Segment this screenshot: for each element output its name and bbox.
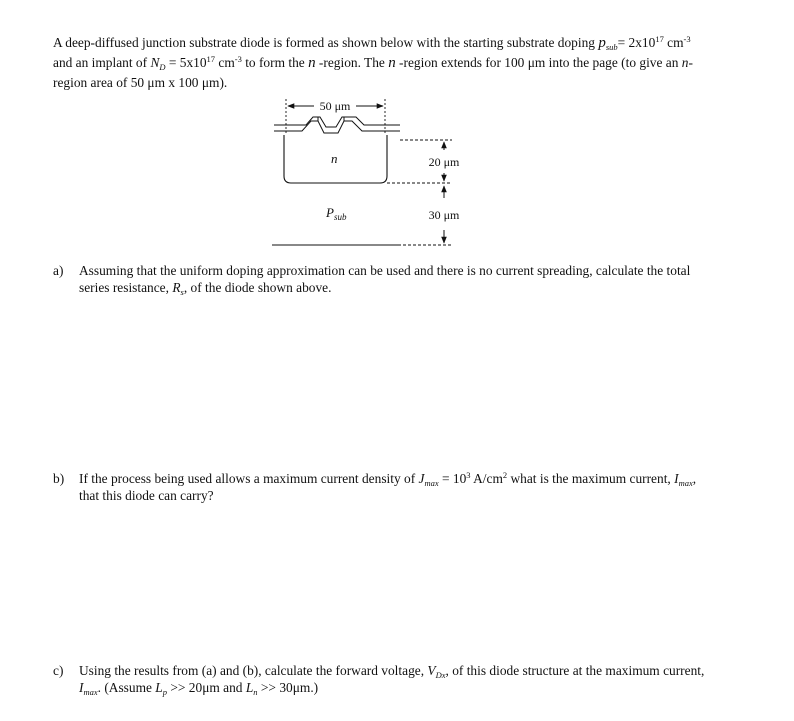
question-c-text: Using the results from (a) and (b), calculate the forward voltage, $V_{Dx}$, of this diode structure at the maximum current, $I_{max}$. (Assume $L_p >> 20\mu m$ and $L_n >> 30\mu m$.) [79, 663, 705, 697]
question-a-text: Assuming that the uniform doping approximation can be used and there is no current spreading, calculate the total series resistance, $R_s$, of the diode shown above. [79, 263, 691, 297]
lp-symbol: $L_p$ [155, 680, 167, 697]
question-a [53, 262, 753, 296]
psub-symbol: $p_{sub}$ [598, 35, 618, 52]
statement-line-2: and an implant of $N_D = 5x10^{17}$ $cm^{-3}$ to form the n -region. The n -region extends for 100 μm into the page (to give an n- [53, 54, 693, 72]
ln-symbol: $L_n$ [245, 680, 258, 697]
question-b-text: If the process being used allows a maximum current density of $J_{max} = 10^3$ $A/cm^2$ what is the maximum current, $I_{max}$, that this diode can carry? [79, 470, 697, 503]
question-a-label: a) [53, 263, 64, 278]
surface-oxide [274, 117, 400, 133]
nd-symbol: $N_D$ [150, 55, 166, 72]
depth-20um-label: 20 μm [428, 155, 460, 169]
vdx-symbol: $V_{Dx}$ [427, 663, 446, 680]
diode-cross-section-diagram [0, 0, 794, 260]
statement-line-3: region area of 50 μm x 100 μm). [53, 75, 228, 90]
n-region-label: n [331, 151, 338, 166]
question-b [53, 470, 753, 504]
imax-symbol: $I_{max}$ [674, 471, 693, 488]
statement-line-1: A deep-diffused junction substrate diode is formed as shown below with the starting substrate doping $p_{sub}= 2x10^{17}$ $cm^{-3}$ [53, 34, 691, 52]
imax-symbol-c: $I_{max}$ [79, 680, 98, 697]
depth-30um-label: 30 μm [428, 208, 460, 222]
substrate-label: $P_{sub}$ [326, 205, 347, 222]
rs-symbol: $R_s$ [172, 280, 184, 297]
question-b-label: b) [53, 471, 65, 486]
jmax-symbol: $J_{max}$ [418, 471, 439, 488]
width-label: 50 μm [319, 99, 351, 113]
question-c-label: c) [53, 663, 64, 678]
question-c [53, 662, 753, 696]
